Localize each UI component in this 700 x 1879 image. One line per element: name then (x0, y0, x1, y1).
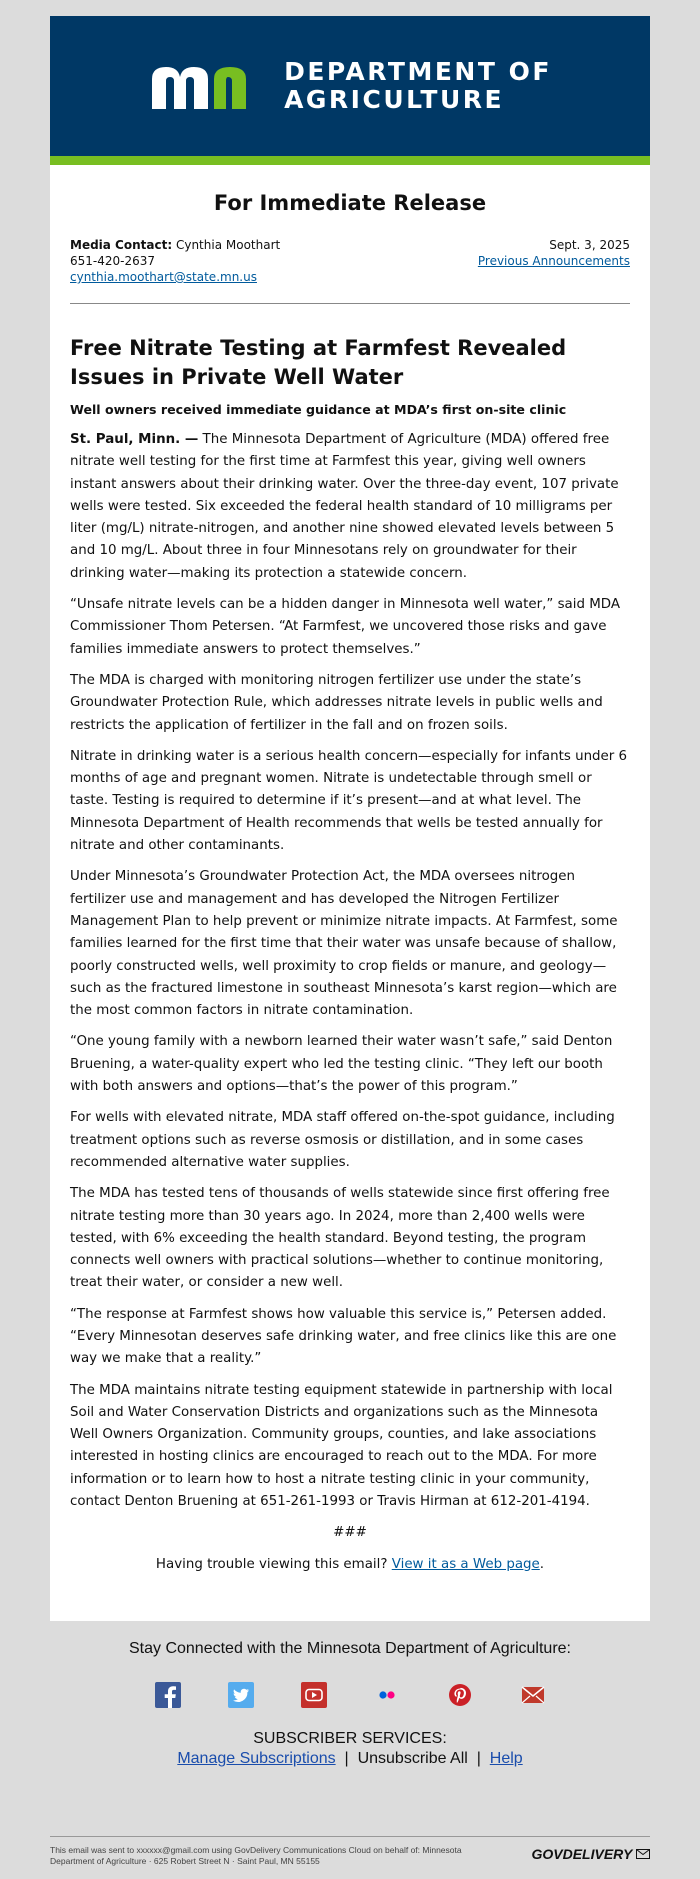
media-contact-email-link[interactable]: cynthia.moothart@state.mn.us (70, 270, 257, 284)
article-body (50, 429, 650, 1576)
trouble-text: Having trouble viewing this email? (155, 1556, 388, 1572)
youtube-icon[interactable] (301, 1682, 327, 1713)
previous-announcements-link[interactable]: Previous Announcements (477, 254, 630, 268)
subscriber-links (0, 1750, 700, 1768)
media-contact-phone: 651-420-2637 (70, 254, 156, 268)
paragraph-9: “The response at Farmfest shows how valuable this service is,” Petersen added. “Every Minnesotan deserves safe drinking water, and free clinics like this are one way we make that a reality.” (70, 1306, 617, 1367)
media-contact-block (70, 237, 280, 285)
manage-subscriptions-link[interactable]: Manage Subscriptions (177, 1750, 336, 1767)
header-banner (50, 16, 650, 156)
article-headline: Free Nitrate Testing at Farmfest Revealed Issues in Private Well Water (70, 336, 567, 389)
social-icons-row (0, 1684, 700, 1710)
facebook-icon[interactable] (155, 1682, 181, 1713)
dateline: St. Paul, Minn. — (70, 432, 199, 447)
department-name (284, 58, 552, 114)
paragraph-8: The MDA has tested tens of thousands of wells statewide since first offering free nitrate testing more than 30 years ago. In 2024, more than 2,400 wells were tested, with 6% exceeding the health standard. Beyond testing, the program connects well owners with practical solutions—whether to continue monitoring, treat their water, or consider a new well. (70, 1186, 610, 1291)
article-subhead: Well owners received immediate guidance at MDA’s first on-site clinic (70, 402, 567, 417)
media-contact-name: Cynthia Moothart (175, 238, 281, 252)
email-icon[interactable] (520, 1682, 546, 1713)
paragraph-5: Under Minnesota’s Groundwater Protection Act, the MDA oversees nitrogen fertilizer use and management and has developed the Nitrogen Fertilizer Management Plan to help prevent or minimize nitrate impacts. At Farmfest, some families learned for the first time that their water was unsafe because of shallow, poorly constructed wells, well proximity to crop fields or manure, and geology—such as the fractured limestone in southeast Minnesota’s karst region—which are the most common factors in nitrate contamination. (70, 869, 618, 1019)
contact-row (50, 237, 650, 285)
envelope-icon (636, 1849, 650, 1859)
fine-print-text: This email was sent to xxxxxx@gmail.com using GovDelivery Communications Cloud on behalf of: Minnesota Department of Agriculture · 625 Robert Street N · Saint Paul, MN 55155 (50, 1845, 462, 1866)
mn-logo-icon (148, 63, 268, 109)
twitter-icon[interactable] (228, 1682, 254, 1713)
horizontal-rule (70, 303, 630, 304)
paragraph-7: For wells with elevated nitrate, MDA staff offered on-the-spot guidance, including treatment options such as reverse osmosis or distillation, and in some cases recommended alternative water supplies. (70, 1110, 615, 1170)
end-mark: ### (333, 1525, 367, 1541)
pinterest-icon[interactable] (447, 1682, 473, 1713)
paragraph-10: The MDA maintains nitrate testing equipment statewide in partnership with local Soil and Water Conservation Districts and organizations such as the Minnesota Well Owners Organization. Community groups, counties, and lake associations interested in hosting clinics are encouraged to reach out to the MDA. For more information or to learn how to host a nitrate testing clinic in your community, contact Denton Bruening at 651-261-1993 or Travis Hirman at 612-201-4194. (70, 1382, 613, 1510)
govdelivery-text: GOVDELIVERY (531, 1846, 633, 1862)
stay-connected-text: Stay Connected with the Minnesota Department of Agriculture: (128, 1640, 571, 1657)
govdelivery-logo (531, 1846, 650, 1862)
paragraph-4: Nitrate in drinking water is a serious health concern—especially for infants under 6 months of age and pregnant women. Nitrate is undetectable through smell or taste. Testing is required to determine if it’s present—and at what level. The Minnesota Department of Health recommends that wells be tested annually for nitrate and other contaminants. (70, 748, 628, 854)
separator-1: | (344, 1750, 349, 1767)
trouble-viewing-line (70, 1554, 630, 1576)
media-contact-label: Media Contact: (70, 238, 173, 252)
fine-print-footer (50, 1836, 650, 1867)
subscriber-services-title: SUBSCRIBER SERVICES: (253, 1730, 447, 1747)
release-date: Sept. 3, 2025 (549, 238, 630, 252)
flickr-icon[interactable] (374, 1682, 400, 1713)
paragraph-6: “One young family with a newborn learned their water wasn’t safe,” said Denton Bruening, a water-quality expert who led the testing clinic. “They left our booth with both answers and options—that’s the power of this program.” (70, 1034, 613, 1095)
email-card (50, 16, 650, 1621)
release-heading: For Immediate Release (213, 191, 487, 215)
help-link[interactable]: Help (489, 1750, 523, 1767)
paragraph-1 (70, 429, 630, 585)
paragraph-text: The Minnesota Department of Agriculture (MDA) offered free nitrate well testing for the first time at Farmfest this year, giving well owners instant answers about their drinking water. Over the three-day event, 107 private wells were tested. Six exceeded the federal health standard of 10 milligrams per liter (mg/L) nitrate-nitrogen, and another nine showed elevated levels between 5 and 10 mg/L. About three in four Minnesotans rely on groundwater for their drinking water—making its protection a statewide concern. (70, 432, 619, 581)
email-footer (0, 1640, 700, 1768)
department-name-line1: DEPARTMENT OF (284, 57, 552, 86)
department-name-line2: AGRICULTURE (284, 85, 505, 114)
separator-2: | (476, 1750, 481, 1767)
paragraph-2: “Unsafe nitrate levels can be a hidden danger in Minnesota well water,” said MDA Commissioner Thom Petersen. “At Farmfest, we uncovered those risks and gave families immediate answers to protect themselves.” (70, 597, 621, 657)
paragraph-3: The MDA is charged with monitoring nitrogen fertilizer use under the state’s Groundwater Protection Rule, which addresses nitrate levels in public wells and restricts the application of fertilizer in the fall and on frozen soils. (70, 672, 603, 733)
date-block (478, 237, 630, 285)
web-page-link[interactable]: View it as a Web page (391, 1556, 540, 1572)
green-divider-bar (50, 156, 650, 165)
unsubscribe-all-link[interactable]: Unsubscribe All (357, 1750, 468, 1767)
trouble-end: . (539, 1556, 545, 1572)
